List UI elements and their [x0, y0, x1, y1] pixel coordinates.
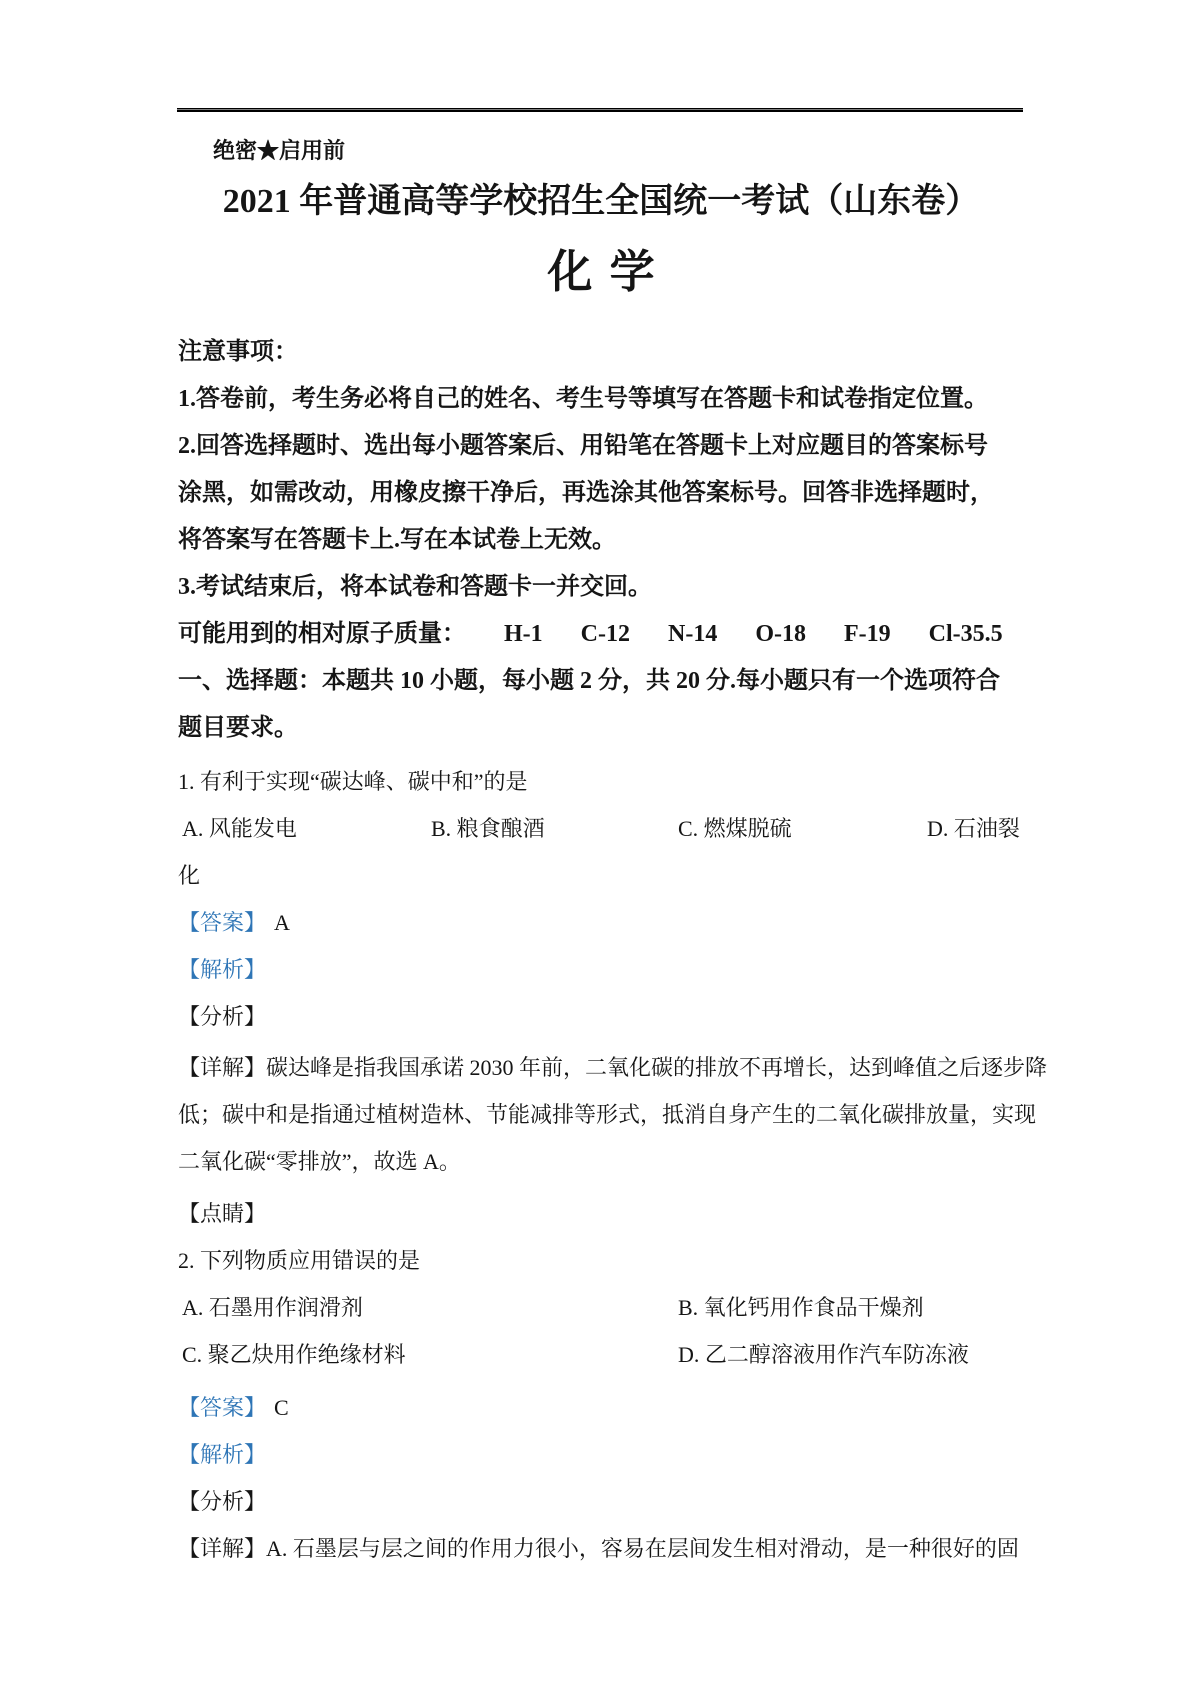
atomic-mass-value: F-19	[844, 621, 891, 647]
notice-item-2-line1: 2.回答选择题时、选出每小题答案后、用铅笔在答题卡上对应题目的答案标号	[178, 433, 988, 459]
atomic-mass-line	[178, 611, 1026, 658]
q2-answer-label: 【答案】	[178, 1395, 267, 1420]
q1-answer-label: 【答案】	[178, 910, 267, 935]
section-heading-line2: 题目要求。	[178, 715, 298, 741]
q1-detail-line2: 低；碳中和是指通过植树造林、节能减排等形式，抵消自身产生的二氧化碳排放量，实现	[178, 1102, 1037, 1127]
q1-detail-text: 碳达峰是指我国承诺 2030 年前，二氧化碳的排放不再增长，达到峰值之后逐步降	[266, 1055, 1048, 1080]
section-heading-line1: 一、选择题：本题共 10 小题，每小题 2 分，共 20 分.每小题只有一个选项符合	[178, 668, 1000, 694]
q2-options-row2	[178, 1331, 1026, 1378]
q2-detail-line1	[178, 1525, 1026, 1572]
q1-option-b: B. 粮食酿酒	[431, 816, 545, 841]
q1-answer-value: A	[274, 910, 290, 935]
q2-review-label: 【分析】	[178, 1489, 267, 1514]
q1-tip-label: 【点睛】	[178, 1201, 267, 1226]
q2-analysis-label: 【解析】	[178, 1442, 267, 1467]
atomic-mass-value: H-1	[504, 621, 543, 647]
q1-options-row	[178, 805, 1026, 852]
q1-detail-line1	[178, 1044, 1048, 1091]
q2-answer-line	[178, 1384, 1026, 1431]
notice-item-2-line3: 将答案写在答题卡上.写在本试卷上无效。	[178, 527, 616, 553]
q1-stem: 1. 有利于实现“碳达峰、碳中和”的是	[178, 769, 528, 794]
atomic-mass-label: 可能用到的相对原子质量：	[178, 621, 466, 647]
q2-detail-label: 【详解】	[178, 1536, 267, 1561]
atomic-mass-value: C-12	[580, 621, 630, 647]
q1-option-c: C. 燃煤脱硫	[678, 816, 792, 841]
header-rule	[177, 108, 1023, 112]
q1-option-a: A. 风能发电	[182, 816, 297, 841]
q1-detail-line3: 二氧化碳“零排放”，故选 A。	[178, 1149, 461, 1174]
q1-option-d-wrap: 化	[178, 863, 201, 888]
q1-option-d: D. 石油裂	[927, 816, 1020, 841]
q2-option-c: C. 聚乙炔用作绝缘材料	[182, 1342, 406, 1367]
notice-item-2-line2: 涂黑，如需改动，用橡皮擦干净后，再选涂其他答案标号。回答非选择题时，	[178, 480, 994, 506]
q2-options-row1	[178, 1284, 1026, 1331]
q1-review-label: 【分析】	[178, 1004, 267, 1029]
q1-analysis-label: 【解析】	[178, 957, 267, 982]
q2-option-b: B. 氧化钙用作食品干燥剂	[678, 1295, 924, 1320]
q2-answer-value: C	[274, 1395, 289, 1420]
notice-item-1: 1.答卷前，考生务必将自己的姓名、考生号等填写在答题卡和试卷指定位置。	[178, 386, 988, 412]
subject-title: 化 学	[547, 247, 655, 297]
exam-title: 2021 年普通高等学校招生全国统一考试（山东卷）	[222, 183, 980, 220]
atomic-mass-value: N-14	[668, 621, 718, 647]
notice-heading: 注意事项：	[178, 339, 298, 365]
notice-item-3: 3.考试结束后，将本试卷和答题卡一并交回。	[178, 574, 652, 600]
atomic-mass-value: Cl-35.5	[928, 621, 1003, 647]
q1-detail-label: 【详解】	[178, 1055, 267, 1080]
security-marking: 绝密★启用前	[213, 138, 346, 163]
q2-option-d: D. 乙二醇溶液用作汽车防冻液	[678, 1342, 969, 1367]
document-body	[178, 329, 1048, 1572]
q2-stem: 2. 下列物质应用错误的是	[178, 1248, 421, 1273]
q2-option-a: A. 石墨用作润滑剂	[182, 1295, 363, 1320]
q2-detail-text: A. 石墨层与层之间的作用力很小，容易在层间发生相对滑动，是一种很好的固	[266, 1536, 1019, 1561]
atomic-mass-value: O-18	[755, 621, 806, 647]
q1-answer-line	[178, 899, 1026, 946]
